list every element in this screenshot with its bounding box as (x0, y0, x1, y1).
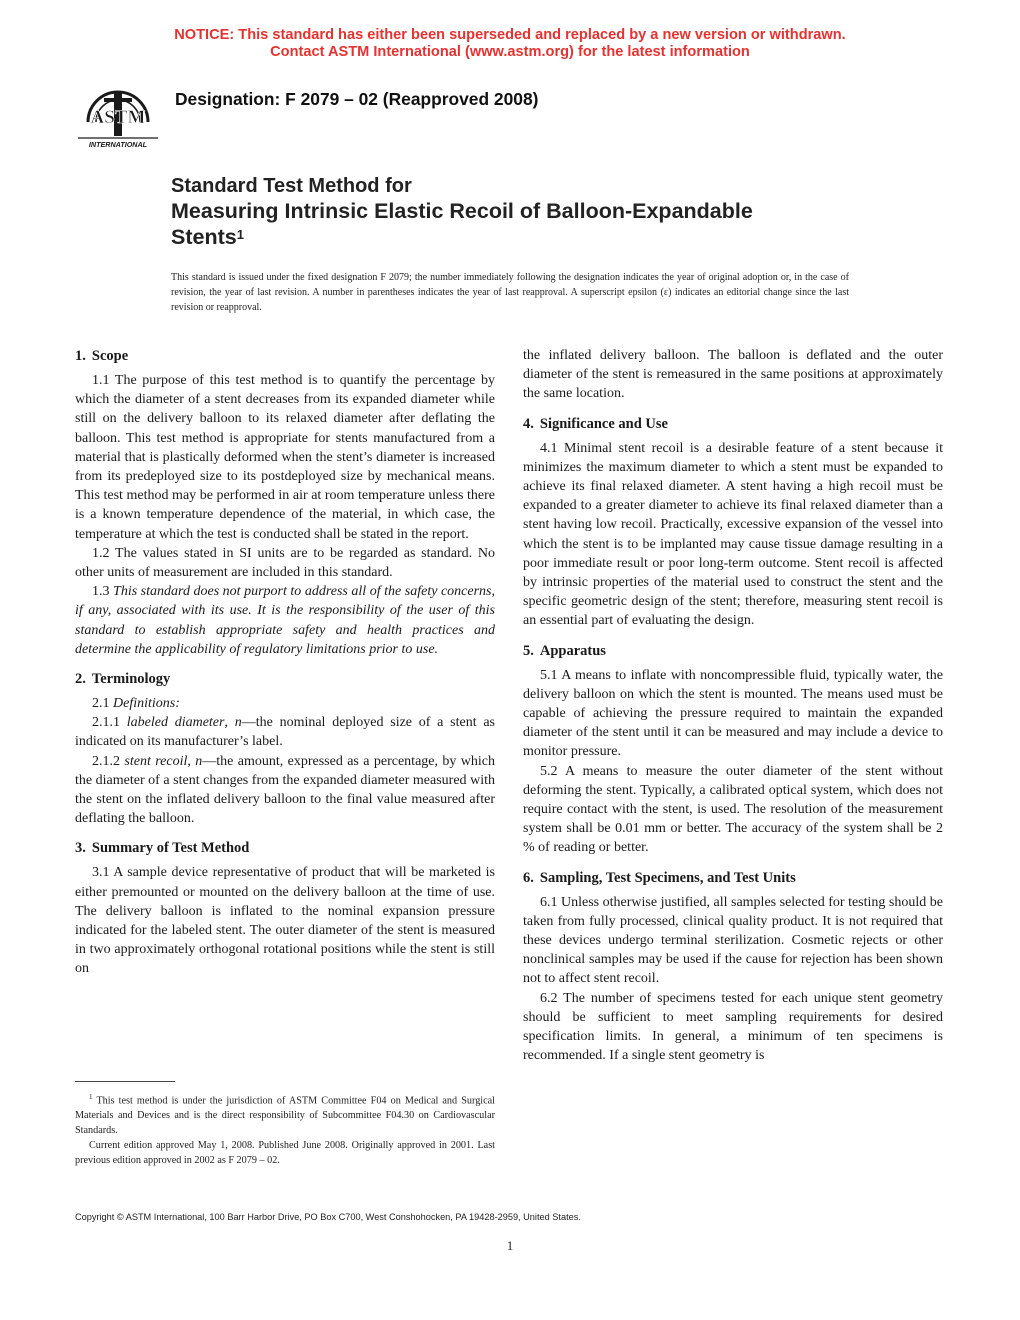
issued-note: This standard is issued under the fixed designation F 2079; the number immediately following the designation indicates the year of original adoption or, in the case of revision, the year of last revision. A number in parentheses indicates the year of last reapproval. A superscript epsilon (ε) indicates an editorial change since the last revision or reapproval. (171, 272, 849, 314)
paragraph-2-1-1: 2.1.1 labeled diameter, n—the nominal deployed size of a stent as indicated on its manufacturer’s label. (75, 715, 495, 750)
copyright-line: Copyright © ASTM International, 100 Barr Harbor Drive, PO Box C700, West Conshohocken, PA 19428-2959, United States. (75, 1212, 581, 1222)
left-column (75, 346, 495, 979)
paragraph-1-2: 1.2 The values stated in SI units are to be regarded as standard. No other units of measurement are included in this standard. (75, 545, 495, 581)
paragraph-3-1-continued: the inflated delivery balloon. The balloon is deflated and the outer diameter of the stent is remeasured in the same positions at approximately the same location. (523, 348, 943, 402)
logo-label: INTERNATIONAL (88, 140, 148, 149)
logo-letters: ASTM (90, 107, 146, 128)
paragraph-6-2: 6.2 The number of specimens tested for each unique stent geometry should be sufficient to meet sampling requirements for desired specification limits. In general, a minimum of ten specimens is recommended. If a single stent geometry is (523, 990, 943, 1064)
section-heading-sampling: 6. Sampling, Test Specimens, and Test Units (523, 869, 796, 886)
paragraph-5-2: 5.2 A means to measure the outer diameter of the stent without deforming the stent. Typically, a calibrated optical system, which does not require contact with the stent, is used. The resolution of the measurement system shall be 0.01 mm or better. The accuracy of the system shall be 2 % of reading or better. (523, 763, 943, 856)
notice-line-1: NOTICE: This standard has either been superseded and replaced by a new version or withdrawn. (174, 27, 846, 43)
notice-line-2: Contact ASTM International (www.astm.org) for the latest information (270, 44, 750, 60)
footnote-divider (75, 1081, 175, 1082)
section-heading-significance: 4. Significance and Use (523, 415, 668, 432)
paragraph-2-1-2: 2.1.2 stent recoil, n—the amount, expressed as a percentage, by which the diameter of a stent changes from the expanded diameter measured with the stent on the inflated delivery balloon to the final value measured after deflating the balloon. (75, 753, 495, 827)
section-heading-scope: 1. Scope (75, 348, 129, 364)
astm-logo-icon (74, 78, 162, 150)
designation: Designation: F 2079 – 02 (Reapproved 2008) (175, 89, 539, 109)
title-line-3 (171, 224, 753, 250)
paragraph-2-1: 2.1 Definitions: (92, 696, 180, 712)
footnote-paragraph-1: $^1$ This test method is under the jurisdiction of ASTM Committee F04 on Medical and Surgical Materials and Devices and is the direct responsibility of Subcommittee F04.30 on Cardiovascular Standards. (75, 1093, 495, 1137)
paragraph-1-3: 1.3 This standard does not purport to address all of the safety concerns, if any, associated with its use. It is the responsibility of the user of this standard to establish appropriate safety and health practices and determine the applicability of regulatory limitations prior to use. (75, 584, 495, 657)
title-line-1: Standard Test Method for (171, 175, 412, 197)
right-column (523, 346, 943, 1066)
paragraph-5-1: 5.1 A means to inflate with noncompressible fluid, typically water, the delivery balloon on which the stent is mounted. The means used must be capable of achieving the pressure required to maintain the expanded diameter of the stent until it can be measured and may include a device to monitor pressure. (523, 667, 943, 760)
title-footnote-mark: 1 (236, 227, 244, 242)
notice-banner (0, 27, 1020, 61)
footnote (75, 1090, 495, 1168)
section-heading-summary: 3. Summary of Test Method (75, 840, 250, 857)
paragraph-1-1: 1.1 The purpose of this test method is to quantify the percentage by which the diameter of a stent decreases from its expanded diameter while still on the delivery balloon to its relaxed diameter after deflating the balloon. This test method is appropriate for stents manufactured from a material that is plastically deformed when the stent’s diameter is increased from its predeployed size to its postdeployed size by mechanical means. This test method may be performed in air at room temperature unless there is a known temperature dependence of the material, in which case, the temperature at which the test is conducted shall be stated in the report. (75, 373, 495, 542)
title-line-3-text: Stents (171, 225, 237, 249)
section-heading-terminology: 2. Terminology (75, 671, 171, 688)
section-heading-apparatus: 5. Apparatus (523, 642, 606, 659)
document-title (171, 174, 753, 250)
paragraph-4-1: 4.1 Minimal stent recoil is a desirable feature of a stent because it minimizes the maximum diameter to which a stent must be expanded to achieve its final relaxed diameter. A stent having a high recoil must be expanded to a greater diameter to achieve its final relaxed diameter than a stent having low recoil. Practically, excessive expansion of the vessel into which the stent is to be implanted may cause tissue damage resulting in a poor immediate result or poor long-term outcome. Stent recoil is affected by intrinsic properties of the material used to construct the stent and the specific geometric design of the stent; therefore, measuring stent recoil is an essential part of evaluating the design. (523, 440, 943, 629)
paragraph-6-1: 6.1 Unless otherwise justified, all samples selected for testing should be taken from fully processed, clinical quality product. It is not required that these devices undergo terminal sterilization. Cosmetic rejects or other nonclinical samples may be used if the cause for rejection has been shown not to affect stent recoil. (523, 894, 943, 987)
title-line-2: Measuring Intrinsic Elastic Recoil of Balloon-Expandable (171, 199, 753, 223)
footnote-paragraph-2: Current edition approved May 1, 2008. Published June 2008. Originally approved in 2001. Last previous edition approved in 2002 as F 2079 – 02. (75, 1140, 495, 1167)
paragraph-3-1: 3.1 A sample device representative of product that will be marketed is either premounted or mounted on the delivery balloon at the time of use. The delivery balloon is inflated to the nominal expansion pressure indicated for the labeled stent. The outer diameter of the stent is measured in two approximately orthogonal rotational positions while the stent is still on (75, 865, 495, 977)
page-number: 1 (506, 1238, 514, 1253)
